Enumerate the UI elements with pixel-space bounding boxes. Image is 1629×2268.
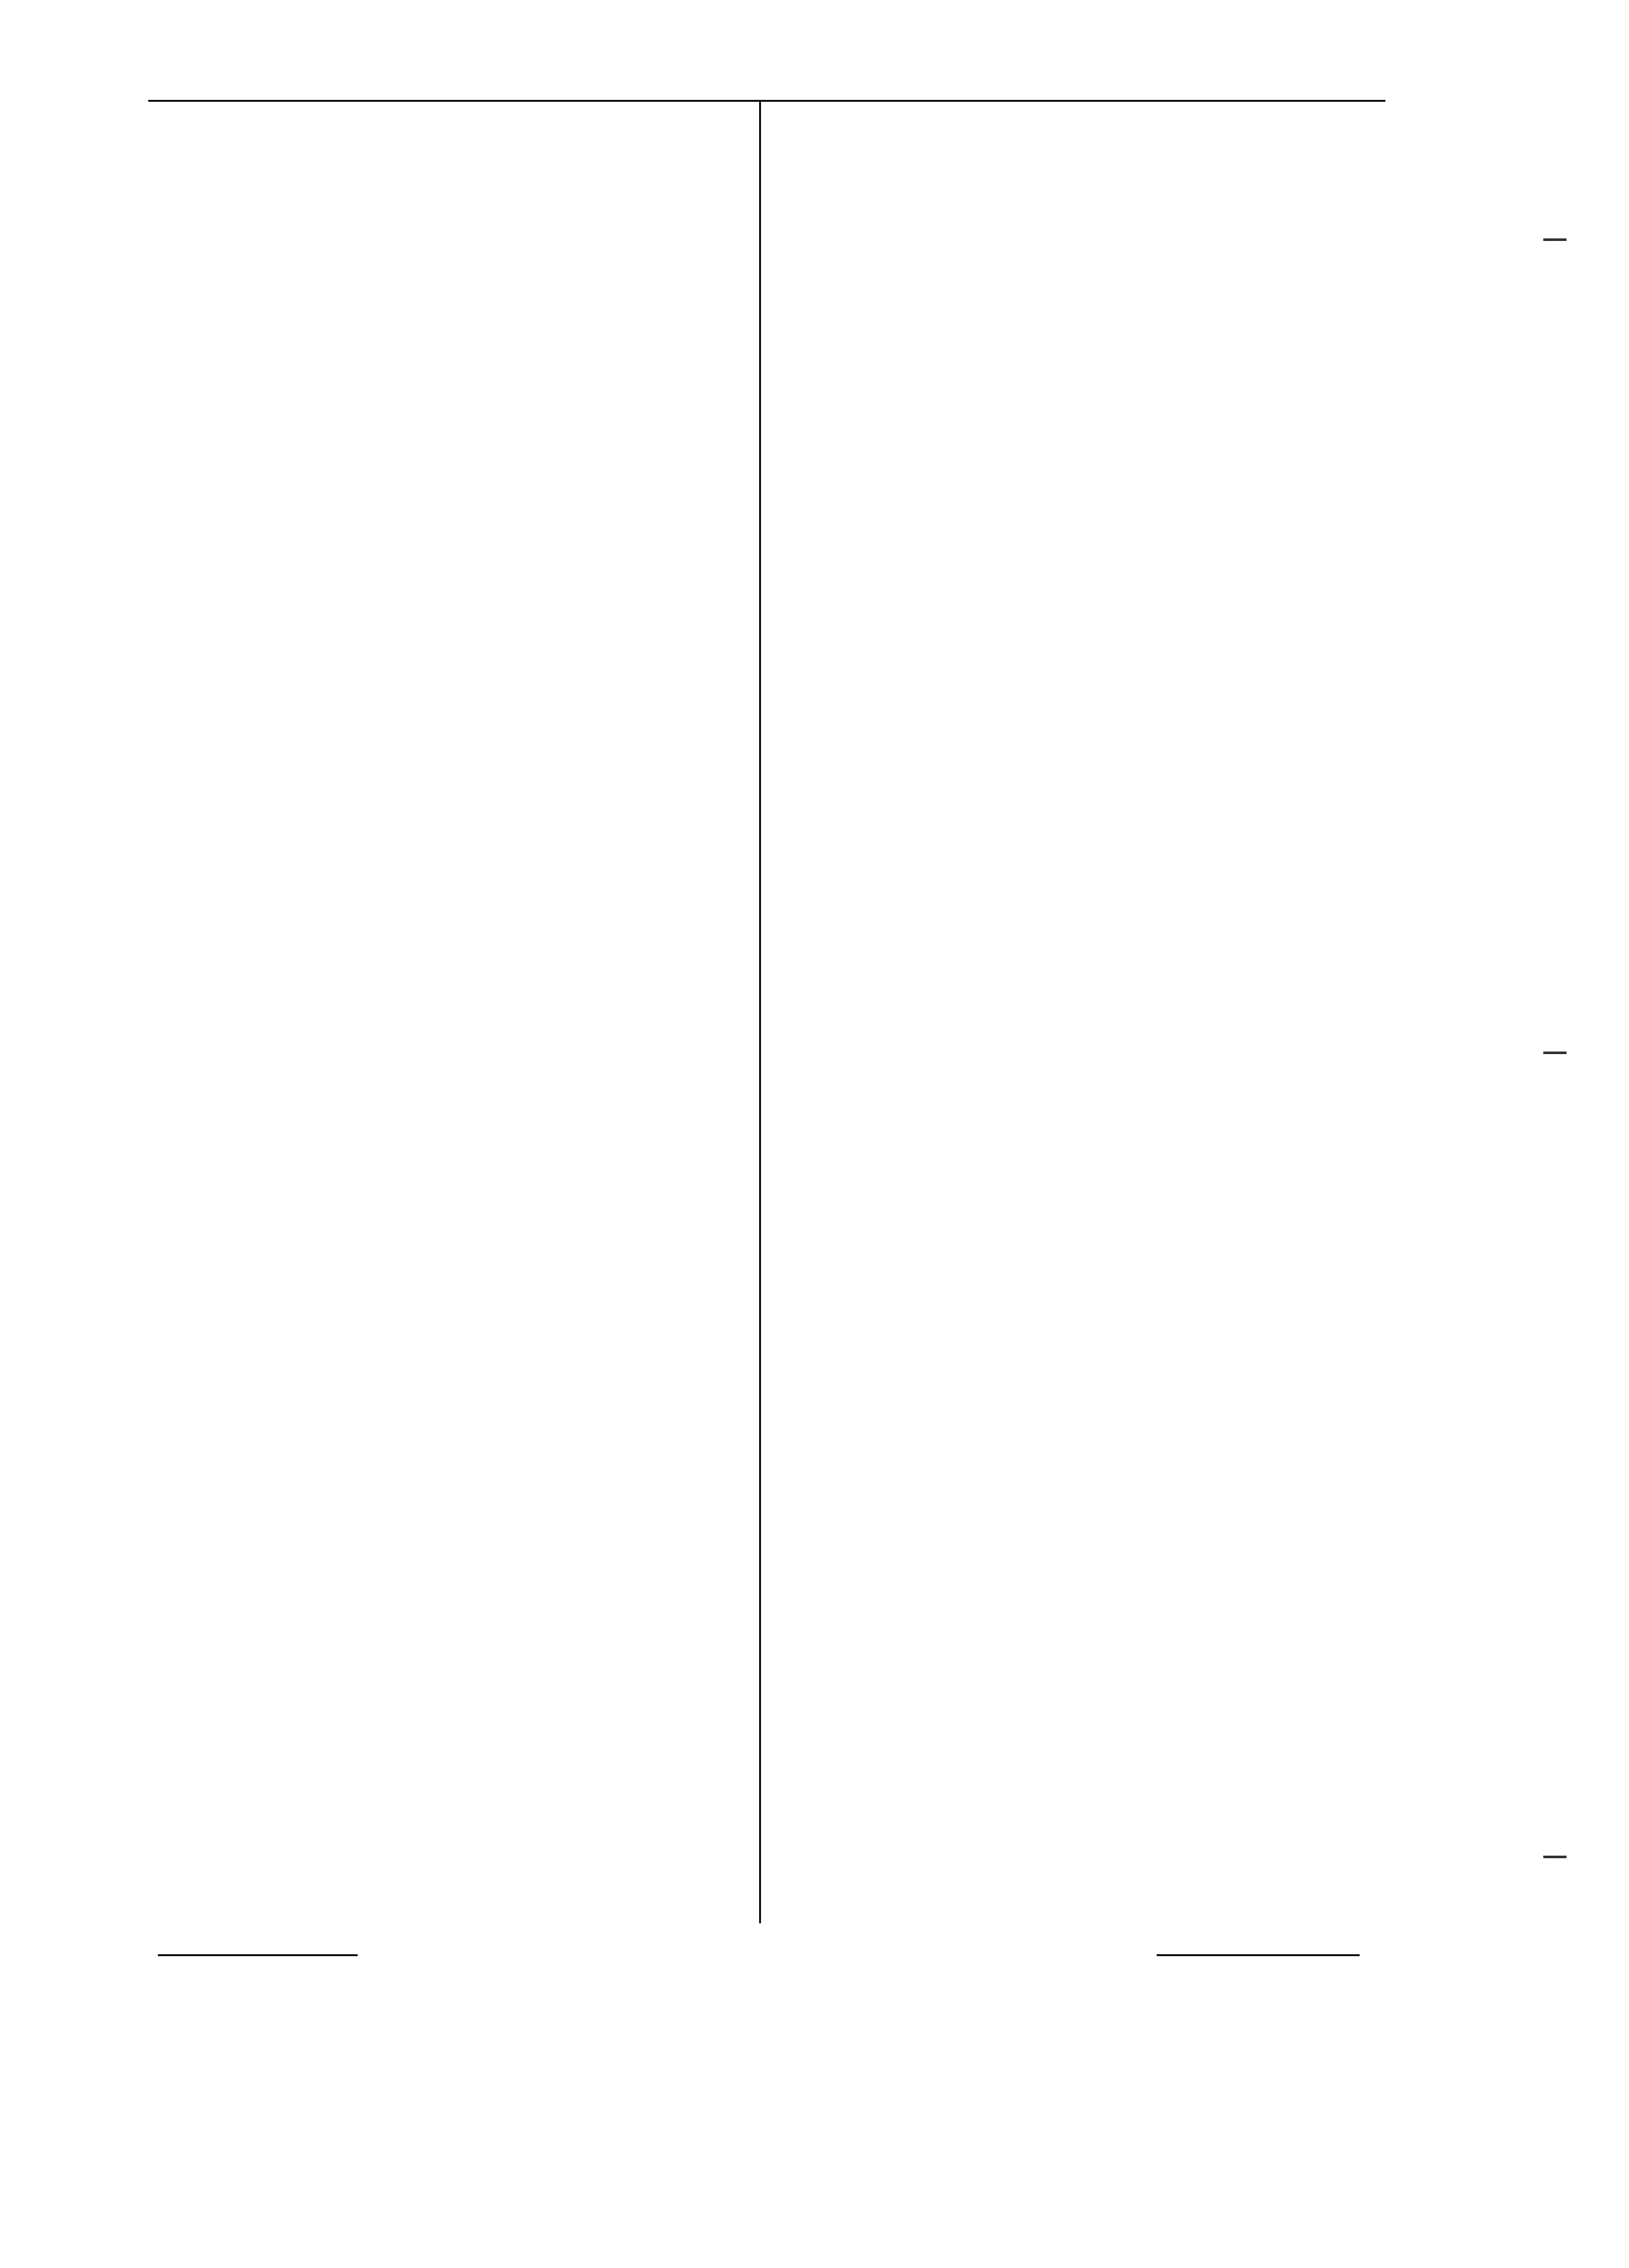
margin-mark (1543, 238, 1566, 241)
footer-rule-right (1157, 1954, 1360, 1956)
column-divider (759, 100, 761, 1923)
margin-mark (1543, 1856, 1566, 1858)
title-rule (148, 100, 1385, 102)
footer-rule-left (158, 1954, 358, 1956)
margin-mark (1543, 1052, 1566, 1054)
